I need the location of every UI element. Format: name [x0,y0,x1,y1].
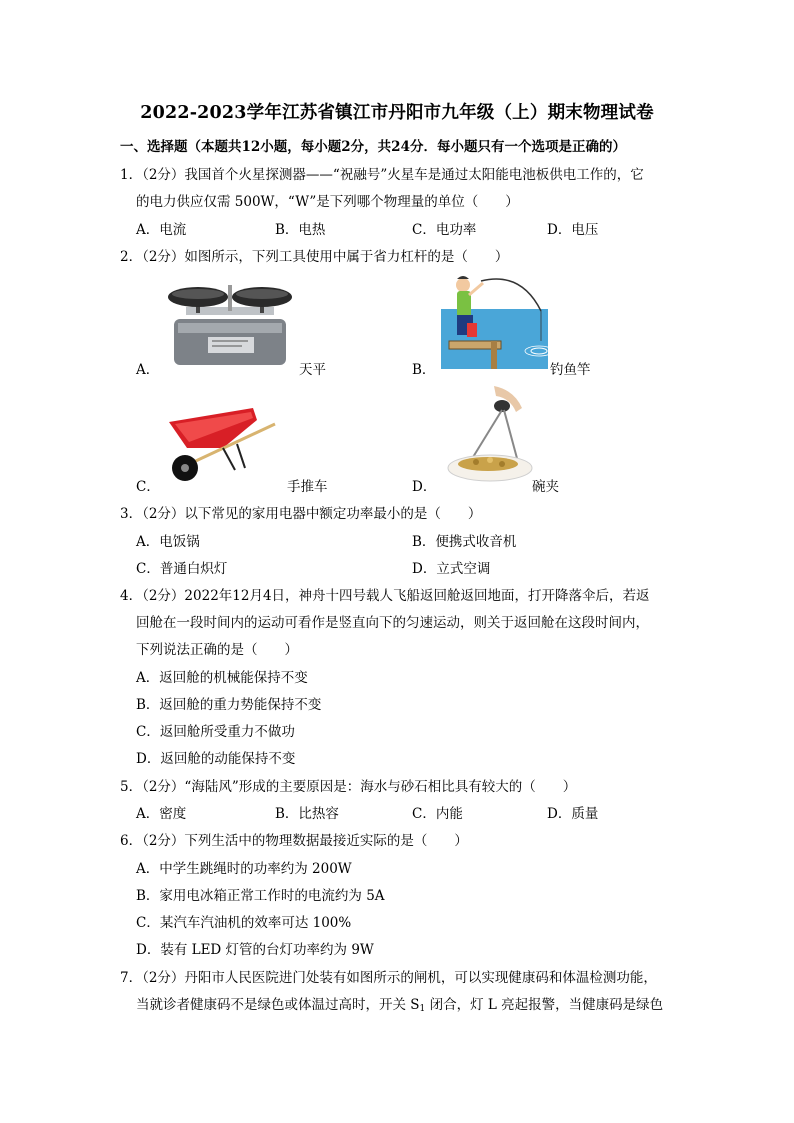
q2-label-b: 钓鱼竿 [550,362,591,378]
q2-line1: 2．（2分）如图所示，下列工具使用中属于省力杠杆的是（ ） [120,249,509,265]
q2-label-c: 手推车 [287,479,328,495]
q6-option-c: C．某汽车汽油机的效率可达 100% [136,915,352,931]
q7-line2-part2: 闭合，灯 L 亮起报警，当健康码是绿色 [425,997,664,1013]
q1-option-a: A．电流 [136,222,187,238]
q5-option-b: B．比热容 [275,806,339,822]
page-title: 2022-2023学年江苏省镇江市丹阳市九年级（上）期末物理试卷 [140,103,654,123]
q4-option-a: A．返回舱的机械能保持不变 [136,670,308,686]
q5-option-a: A．密度 [136,806,187,822]
q1-line2: 的电力供应仅需 500W，“W”是下列哪个物理量的单位（ ） [136,194,519,210]
q2-label-a: 天平 [299,362,326,378]
q3-line1: 3．（2分）以下常见的家用电器中额定功率最小的是（ ） [120,506,482,522]
q3-option-d: D．立式空调 [412,561,491,577]
q3-option-a: A．电饭锅 [136,534,200,550]
q7-line1: 7．（2分）丹阳市人民医院进门处装有如图所示的闸机，可以实现健康码和体温检测功能， [120,970,657,986]
q1-option-b: B．电热 [275,222,326,238]
q3-option-b: B．便携式收音机 [412,534,517,550]
q7-line2-part1: 当就诊者健康码不是绿色或体温过高时，开关 S [136,997,420,1013]
q4-line3: 下列说法正确的是（ ） [136,642,298,658]
q2-option-c: C． [136,479,160,495]
q1-option-d: D．电压 [547,222,599,238]
q1-line1: 1．（2分）我国首个火星探测器——“祝融号”火星车是通过太阳能电池板供电工作的，它 [120,167,644,183]
q7-switch-subscript: 1 [419,1004,426,1014]
balance-scale-image [160,279,300,369]
section-heading: 一、选择题（本题共12小题，每小题2分，共24分．每小题只有一个选项是正确的） [120,139,626,155]
q2-option-a: A． [136,362,160,378]
q6-option-b: B．家用电冰箱正常工作时的电流约为 5A [136,888,385,904]
wheelbarrow-image [165,400,285,488]
q7-line2 [136,993,663,1014]
q6-option-d: D．装有 LED 灯管的台灯功率约为 9W [136,942,374,958]
q4-line1: 4．（2分）2022年12月4日，神舟十四号载人飞船返回舱返回地面，打开降落伞后，若返 [120,588,650,604]
q1-option-c: C．电功率 [412,222,477,238]
q3-option-c: C．普通白炽灯 [136,561,228,577]
q2-label-d: 碗夹 [532,479,559,495]
bowl-clip-image [446,386,534,488]
q4-line2: 回舱在一段时间内的运动可看作是竖直向下的匀速运动，则关于返回舱在这段时间内， [136,615,649,631]
q5-option-c: C．内能 [412,806,463,822]
q6-option-a: A．中学生跳绳时的功率约为 200W [136,861,352,877]
q4-option-b: B．返回舱的重力势能保持不变 [136,697,322,713]
q2-option-b: B． [412,362,436,378]
fishing-rod-image [441,271,548,369]
q4-option-c: C．返回舱所受重力不做功 [136,724,295,740]
q5-option-d: D．质量 [547,806,599,822]
q4-option-d: D．返回舱的动能保持不变 [136,751,296,767]
q2-option-d: D． [412,479,437,495]
q6-line1: 6．（2分）下列生活中的物理数据最接近实际的是（ ） [120,833,468,849]
q5-line1: 5．（2分）“海陆风”形成的主要原因是：海水与砂石相比具有较大的（ ） [120,779,577,795]
